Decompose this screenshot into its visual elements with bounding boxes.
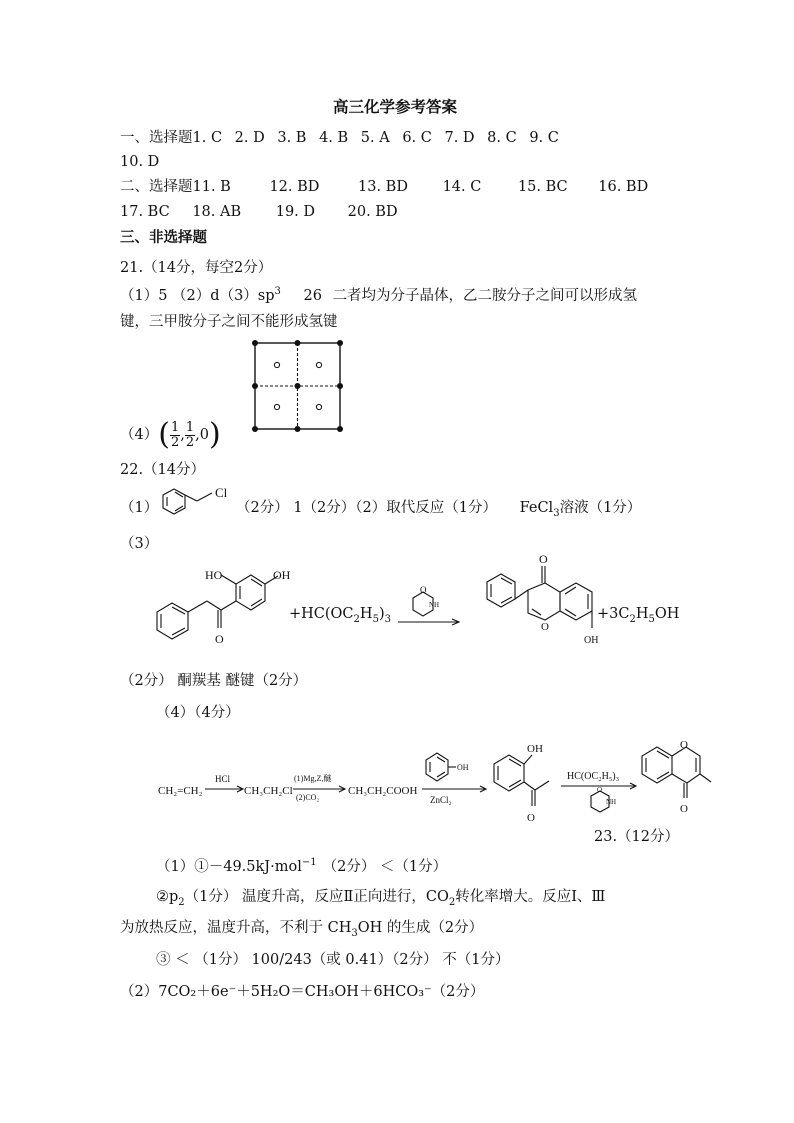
syn-chloroethane: CH₃CH₂Cl bbox=[244, 785, 293, 797]
syn-reagent-label: HC(OC₂H₅)₃ bbox=[567, 771, 620, 782]
q23-header: 23.（12分） bbox=[594, 829, 680, 845]
answer-15: 15. BC bbox=[517, 179, 568, 195]
answer-3: 3. B bbox=[277, 130, 307, 146]
q21-header: 21.（14分，每空2分） bbox=[120, 260, 273, 276]
syn-morpholine-o: O bbox=[597, 786, 603, 794]
morpholine-nh-label: NH bbox=[429, 601, 440, 609]
fraction-2: $\frac{1}{2}$ bbox=[185, 419, 195, 450]
q22-p3-label: （3） bbox=[120, 536, 159, 552]
syn-morpholine-nh: NH bbox=[606, 798, 617, 806]
chromone-ring-o: O bbox=[541, 621, 549, 633]
hydroxyl-label-2: OH bbox=[273, 568, 291, 582]
answer-9: 9. C bbox=[529, 130, 559, 146]
section1-label: 一、选择题 bbox=[120, 130, 193, 146]
q22-p1-label: （1） bbox=[120, 500, 159, 516]
q21-part4-label: （4） bbox=[120, 427, 159, 443]
q21-reason-line2: 键，三甲胺分子之间不能形成氢键 bbox=[120, 314, 338, 330]
reagent-1: $+HC(OC_2H_5)_3$ bbox=[289, 606, 391, 625]
syn-ethylene: CH₂=CH₂ bbox=[158, 785, 203, 797]
answer-1: 1. C bbox=[192, 130, 223, 146]
hydroxyl-label-1: HO bbox=[205, 568, 223, 582]
q23-p4: （2）7CO₂＋6e⁻＋5H₂O＝CH₃OH＋6HCO₃⁻（2分） bbox=[120, 984, 485, 1000]
answer-6: 6. C bbox=[402, 130, 432, 146]
answer-14: 14. C bbox=[442, 179, 482, 195]
syn-mg-label: (1)Mg,Z,醚 bbox=[294, 774, 332, 783]
q21-part1: （1）5 （2）d（3）sp bbox=[120, 288, 275, 304]
answer-5: 5. A bbox=[360, 130, 390, 146]
syn-co2-label: (2)CO₂ bbox=[296, 793, 320, 802]
q21-sp-exp: 3 bbox=[274, 286, 281, 298]
answer-4: 4. B bbox=[319, 130, 349, 146]
q22-p4: （4）（4分） bbox=[156, 705, 240, 721]
q23-p2-line1: $②p_2(1$分） 温度升高，反应Ⅱ正向进行，$CO_2$转化率增大。反应Ⅰ、Ⅲ bbox=[156, 889, 606, 908]
section3-label: 三、非选择题 bbox=[120, 229, 207, 246]
answer-2: 2. D bbox=[234, 130, 265, 146]
answer-12: 12. BD bbox=[269, 179, 320, 195]
q23-p2-line2: 为放热反应，温度升高，不利于 $CH_3OH$ 的生成（2分） bbox=[120, 920, 484, 939]
q21-num26: 26 bbox=[303, 288, 322, 304]
fecl3-sub: 3 bbox=[553, 507, 560, 519]
byproduct-ethanol: $+3C_2H_5OH$ bbox=[597, 606, 680, 625]
q23-p1: （1）①－49.5kJ·mol$^{-1}$ （2分） ＜（1分） bbox=[156, 857, 448, 875]
syn-propanoic-acid: CH₃CH₂COOH bbox=[348, 785, 418, 797]
q21-reason-line1: 二者均为分子晶体，乙二胺分子之间可以形成氢 bbox=[332, 288, 638, 304]
section2-label: 二、选择题 bbox=[120, 179, 193, 195]
answer-20: 20. BD bbox=[347, 204, 398, 220]
q22-header: 22.（14分） bbox=[120, 462, 206, 478]
morpholine-o-label: O bbox=[420, 585, 427, 595]
syn-oh-label: OH bbox=[527, 743, 543, 755]
chromone-carbonyl-o: O bbox=[539, 552, 548, 566]
zero-coordinate: 0 bbox=[199, 427, 209, 443]
q23-p3: ③ ＜ （1分） 100/243（或 0.41）（2分） 不（1分） bbox=[156, 952, 510, 968]
q22-p3-score: （2分） 酮羰基 醚键（2分） bbox=[120, 673, 308, 689]
answer-7: 7. D bbox=[444, 130, 475, 146]
product-oh-label: OH bbox=[584, 635, 599, 646]
syn-product-carbonyl-o: O bbox=[680, 803, 688, 815]
fecl3-rest: 溶液（1分） bbox=[559, 500, 642, 516]
chlorine-label: Cl bbox=[215, 485, 228, 500]
syn-phenol-oh: OH bbox=[457, 763, 469, 772]
answer-18: 18. AB bbox=[192, 204, 242, 220]
fraction-1: $\frac{1}{2}$ bbox=[170, 419, 180, 450]
answer-8: 8. C bbox=[487, 130, 517, 146]
page-title: 高三化学参考答案 bbox=[333, 97, 458, 116]
answer-19: 19. D bbox=[275, 204, 316, 220]
syn-zncl2-label: ZnCl₂ bbox=[430, 795, 452, 805]
answer-16: 16. BD bbox=[598, 179, 649, 195]
answer-10: 10. D bbox=[120, 154, 160, 170]
answer-11: 11. B bbox=[192, 179, 231, 195]
q22-p1-scores: （2分） 1（2分）（2）取代反应（1分） bbox=[236, 500, 497, 516]
answer-17: 17. BC bbox=[120, 204, 170, 220]
syn-ring-o: O bbox=[680, 739, 688, 751]
fecl3-text: FeCl bbox=[519, 500, 554, 516]
syn-carbonyl-o: O bbox=[527, 812, 535, 824]
syn-hcl-label: HCl bbox=[215, 774, 231, 784]
q21-part4: （4）( $\frac{1}{2}$ , $\frac{1}{2}$ ,0) bbox=[120, 417, 221, 452]
answer-13: 13. BD bbox=[358, 179, 408, 195]
carbonyl-o-label: O bbox=[215, 632, 224, 646]
